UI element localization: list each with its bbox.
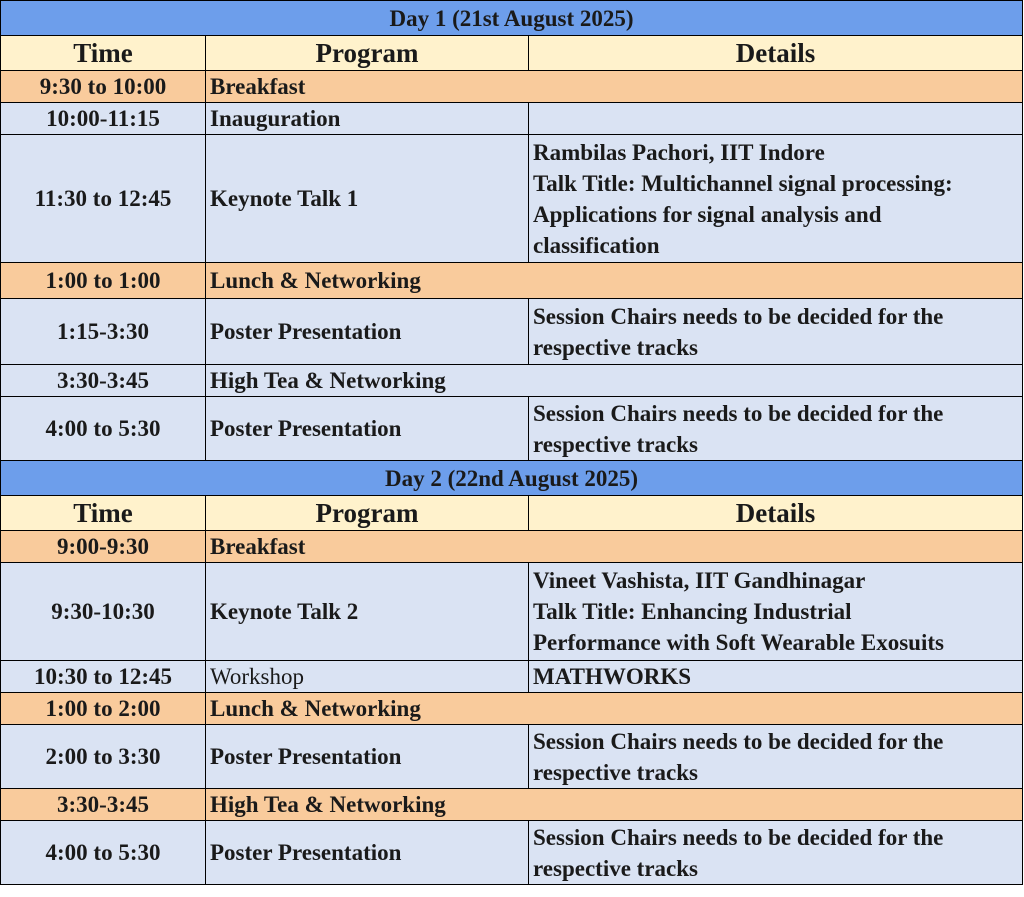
table-row: [1, 103, 1023, 135]
details-line: Performance with Soft Wearable Exosuits: [533, 630, 944, 655]
program-cell: Workshop: [206, 661, 529, 693]
details-cell: [529, 725, 1023, 789]
header-time: Time: [1, 36, 206, 71]
details-line: Vineet Vashista, IIT Gandhinagar: [533, 568, 866, 593]
time-cell: 1:15-3:30: [1, 299, 206, 365]
time-cell: 11:30 to 12:45: [1, 135, 206, 263]
time-cell: 1:00 to 2:00: [1, 693, 206, 725]
table-row: [1, 725, 1023, 789]
table-row: [1, 821, 1023, 885]
day1-title-row: [1, 1, 1023, 36]
time-cell: 10:30 to 12:45: [1, 661, 206, 693]
details-line: respective tracks: [533, 855, 698, 881]
details-cell: [529, 397, 1023, 461]
details-line: Talk Title: Enhancing Industrial: [533, 599, 852, 624]
details-cell: [529, 103, 1023, 135]
details-line: Applications for signal analysis and: [533, 201, 882, 227]
details-line: respective tracks: [533, 431, 698, 457]
table-row: [1, 661, 1023, 693]
details-line: Session Chairs needs to be decided for the: [533, 303, 944, 329]
program-cell: Poster Presentation: [206, 821, 529, 885]
details-line: Talk Title: Multichannel signal processing:: [533, 170, 953, 196]
header-details: Details: [529, 496, 1023, 531]
details-cell: [529, 821, 1023, 885]
header-program: Program: [206, 496, 529, 531]
time-cell: 3:30-3:45: [1, 365, 206, 397]
day1-header-row: [1, 36, 1023, 71]
table-row: [1, 397, 1023, 461]
program-cell: Lunch & Networking: [206, 263, 1023, 299]
time-cell: 9:30 to 10:00: [1, 71, 206, 103]
details-line: Session Chairs needs to be decided for the: [533, 824, 944, 850]
table-row: [1, 789, 1023, 821]
day2-title: Day 2 (22nd August 2025): [1, 461, 1023, 496]
day2-title-row: [1, 461, 1023, 496]
time-cell: 10:00-11:15: [1, 103, 206, 135]
time-cell: 2:00 to 3:30: [1, 725, 206, 789]
program-cell: High Tea & Networking: [206, 789, 1023, 821]
day1-title: Day 1 (21st August 2025): [1, 1, 1023, 36]
header-details: Details: [529, 36, 1023, 71]
program-cell: Poster Presentation: [206, 725, 529, 789]
details-line: Session Chairs needs to be decided for the: [533, 400, 944, 426]
time-cell: 4:00 to 5:30: [1, 397, 206, 461]
program-cell: High Tea & Networking: [206, 365, 1023, 397]
program-cell: Poster Presentation: [206, 397, 529, 461]
table-row: [1, 693, 1023, 725]
details-cell: MATHWORKS: [529, 661, 1023, 693]
header-program: Program: [206, 36, 529, 71]
time-cell: 1:00 to 1:00: [1, 263, 206, 299]
details-line: respective tracks: [533, 759, 698, 785]
time-cell: 4:00 to 5:30: [1, 821, 206, 885]
program-cell: Inauguration: [206, 103, 529, 135]
table-row: [1, 299, 1023, 365]
header-time: Time: [1, 496, 206, 531]
program-cell: Keynote Talk 1: [206, 135, 529, 263]
program-cell: Lunch & Networking: [206, 693, 1023, 725]
details-line: Rambilas Pachori, IIT Indore: [533, 139, 825, 165]
program-cell: Keynote Talk 2: [206, 563, 529, 661]
details-line: respective tracks: [533, 334, 698, 360]
details-cell: [529, 135, 1023, 263]
table-row: [1, 531, 1023, 563]
program-cell: Breakfast: [206, 71, 1023, 103]
time-cell: 9:00-9:30: [1, 531, 206, 563]
day2-header-row: [1, 496, 1023, 531]
table-row: [1, 563, 1023, 661]
time-cell: 9:30-10:30: [1, 563, 206, 661]
table-row: [1, 135, 1023, 263]
table-row: [1, 71, 1023, 103]
details-line: Session Chairs needs to be decided for the: [533, 728, 944, 754]
details-cell: [529, 299, 1023, 365]
program-cell: Poster Presentation: [206, 299, 529, 365]
details-line: classification: [533, 232, 660, 258]
time-cell: 3:30-3:45: [1, 789, 206, 821]
table-row: [1, 263, 1023, 299]
table-row: [1, 365, 1023, 397]
program-cell: Breakfast: [206, 531, 1023, 563]
details-cell: [529, 563, 1023, 661]
